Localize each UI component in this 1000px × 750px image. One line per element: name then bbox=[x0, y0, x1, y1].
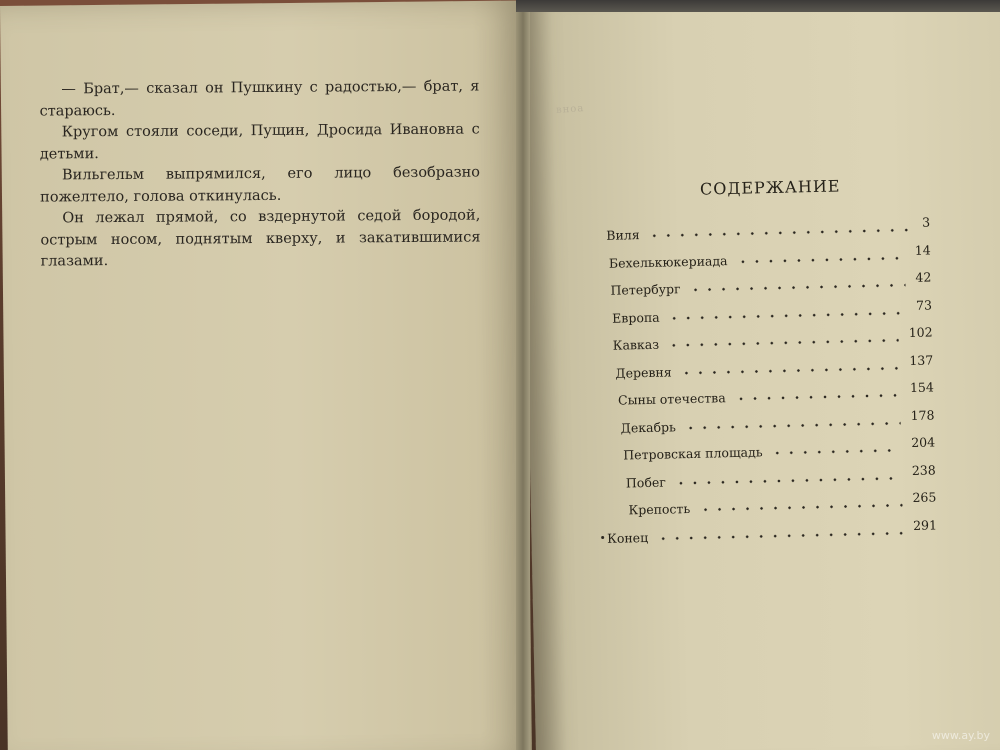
toc-entry-title: Конец bbox=[606, 529, 649, 546]
toc-leader-dots bbox=[667, 338, 899, 347]
toc-entry-page: 154 bbox=[909, 379, 934, 396]
toc-entry-title: Деревня bbox=[615, 363, 672, 381]
toc-entry-page: 238 bbox=[911, 461, 936, 478]
toc-entry-page: 178 bbox=[910, 406, 935, 423]
toc-entry-page: 3 bbox=[921, 214, 931, 230]
bullet-mark bbox=[601, 535, 604, 538]
toc-entry-page: 73 bbox=[915, 296, 933, 313]
toc-leader-dots bbox=[699, 503, 903, 512]
watermark: www.ay.by bbox=[931, 729, 990, 742]
left-page-text bbox=[39, 76, 480, 273]
paragraph: Вильгельм выпрямился, его лицо безобразно пожелтело, голова откинулась. bbox=[40, 164, 481, 206]
toc-title: СОДЕРЖАНИЕ bbox=[699, 176, 841, 199]
toc-entry-page: 137 bbox=[909, 351, 934, 368]
toc-entry-title: Крепость bbox=[628, 501, 691, 518]
toc-entry-page: 204 bbox=[911, 434, 936, 450]
bleed-through-text: вноа bbox=[555, 103, 585, 116]
toc-entry-title: Петровская площадь bbox=[623, 444, 763, 463]
toc-entry-title: Европа bbox=[612, 309, 660, 326]
toc-entry-title: Декабрь bbox=[620, 418, 676, 436]
toc-entry-page: 291 bbox=[912, 516, 938, 533]
toc-entry-page: 14 bbox=[914, 242, 931, 258]
toc-leader-dots bbox=[770, 448, 901, 455]
toc-leader-dots bbox=[689, 283, 906, 292]
toc-entry-title: Побег bbox=[625, 474, 666, 490]
toc-entry-page: 42 bbox=[915, 269, 932, 285]
paragraph: — Брат,— сказал он Пушкину с радостью,— брат, я стараюсь. bbox=[39, 78, 480, 120]
book-spine-gutter bbox=[516, 0, 530, 750]
toc-leader-dots bbox=[736, 256, 905, 264]
toc-entry-title: Кавказ bbox=[612, 336, 660, 353]
toc-leader-dots bbox=[667, 311, 906, 320]
toc-entry-page: 102 bbox=[908, 324, 933, 341]
toc-leader-dots bbox=[679, 366, 899, 375]
toc-entry-title: Виля bbox=[606, 227, 640, 243]
toc-entry-title: Петербург bbox=[610, 281, 681, 298]
toc-leader-dots bbox=[734, 393, 900, 401]
table-of-contents bbox=[600, 215, 937, 552]
toc-leader-dots bbox=[674, 476, 902, 485]
toc-entry-page: 265 bbox=[912, 489, 937, 505]
toc-entry-title: Сыны отечества bbox=[617, 390, 726, 408]
toc-leader-dots bbox=[647, 228, 912, 238]
paragraph: Кругом стояли соседи, Пущин, Дросида Ивановна с детьми. bbox=[39, 121, 480, 163]
toc-leader-dots bbox=[684, 421, 901, 430]
toc-entry-title: Бехелькюкериада bbox=[608, 252, 728, 271]
toc-leader-dots bbox=[656, 531, 903, 541]
background-edge bbox=[516, 0, 1000, 12]
paragraph: Он лежал прямой, со вздернутой седой бородой, острым носом, поднятым кверху, и закатившимися глазами. bbox=[40, 207, 481, 270]
